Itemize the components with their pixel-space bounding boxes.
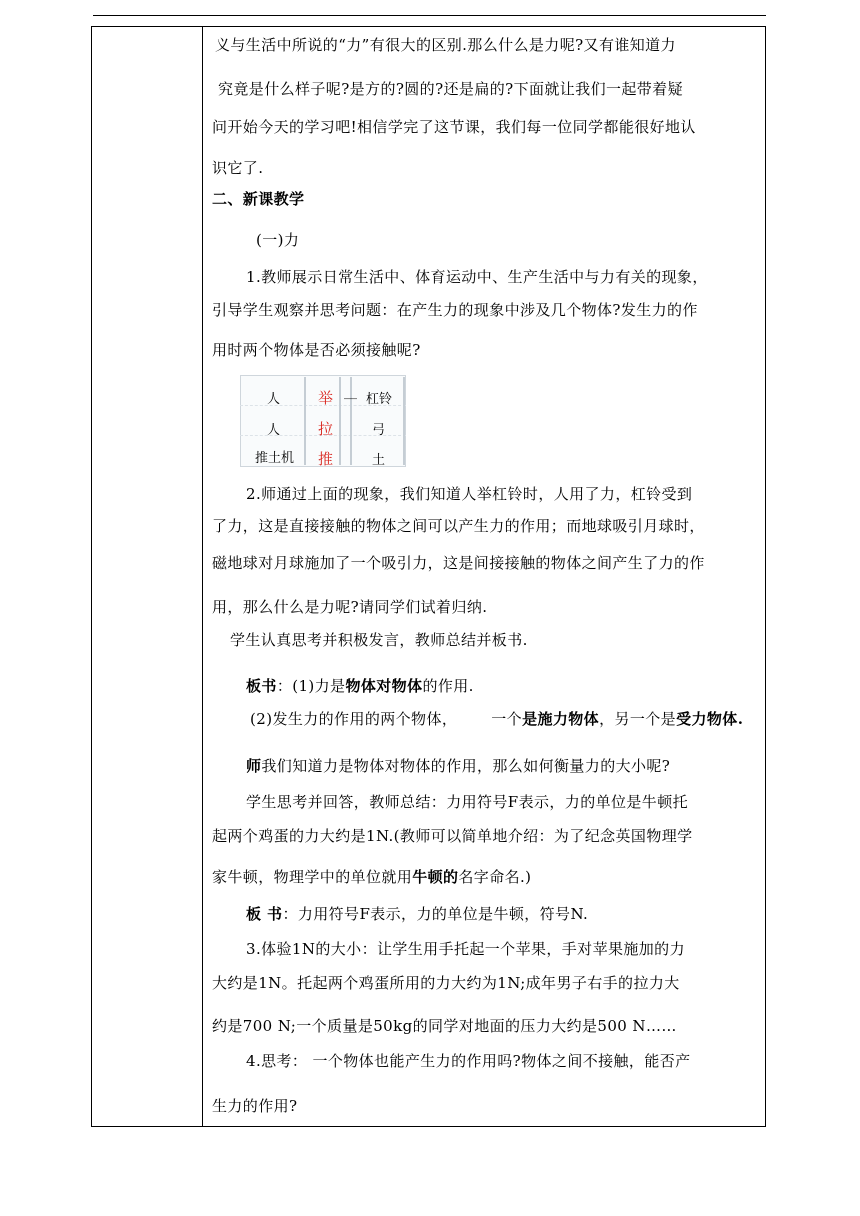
text-line: 学生思考并回答，教师总结：力用符号F表示，力的单位是牛顿托 <box>246 793 689 811</box>
note-text: 我们知道力是物体对物体的作用，那么如何衡量力的大小呢? <box>261 757 671 775</box>
teacher-label: 师 <box>246 757 262 775</box>
note-text: ：(1)力是 <box>276 677 346 695</box>
blackboard-label: 板 书 <box>246 905 283 923</box>
text-line: 了力，这是直接接触的物体之间可以产生力的作用；而地球吸引月球时， <box>212 517 705 535</box>
text-line: 生力的作用? <box>212 1097 298 1115</box>
note-text: ：力用符号F表示，力的单位是牛顿，符号N. <box>282 905 589 923</box>
text-line: 约是700 N;一个质量是50kg的同学对地面的压力大约是500 N…… <box>212 1017 677 1035</box>
figure-verb: 拉 <box>318 420 334 438</box>
text-line: 2.师通过上面的现象，我们知道人举杠铃时，人用了力，杠铃受到 <box>246 485 693 503</box>
text-line-mixed <box>212 867 531 887</box>
figure-label: 人 <box>267 423 281 438</box>
figure-blank: __ <box>344 385 357 400</box>
figure-label: 杠铃 <box>366 392 393 407</box>
blackboard-note-3 <box>246 904 588 924</box>
force-examples-figure <box>240 375 406 467</box>
text-line: 磁地球对月球施加了一个吸引力，这是间接接触的物体之间产生了力的作 <box>212 554 705 572</box>
figure-label: 推土机 <box>255 451 295 466</box>
figure-verb: 举 <box>318 389 334 407</box>
teacher-line <box>246 756 670 776</box>
figure-verb: 推 <box>318 450 334 468</box>
text-line: 用时两个物体是否必须接触呢? <box>212 341 421 359</box>
note-text: 一个 <box>491 710 523 728</box>
text-line: 3.体验1N的大小：让学生用手托起一个苹果，手对苹果施加的力 <box>246 940 685 958</box>
note-text: 家牛顿，物理学中的单位就用 <box>212 868 413 886</box>
column-divider <box>202 26 203 1127</box>
note-text: ，另一个是 <box>599 710 677 728</box>
figure-label: 弓 <box>372 423 386 438</box>
section-title: 二、新课教学 <box>212 190 305 208</box>
note-text: (2)发生力的作用的两个物体， <box>250 710 458 728</box>
note-emphasis: 受力物体. <box>676 710 744 728</box>
header-rule <box>93 15 766 16</box>
blackboard-label: 板书 <box>246 677 277 695</box>
text-line: 问开始今天的学习吧!相信学完了这节课，我们每一位同学都能很好地认 <box>212 118 696 136</box>
note-emphasis: 牛顿的 <box>412 868 459 886</box>
text-line: 4.思考： 一个物体也能产生力的作用吗?物体之间不接触，能否产 <box>246 1052 691 1070</box>
text-line: 学生认真思考并积极发言，教师总结并板书. <box>230 631 528 649</box>
blackboard-note-2 <box>250 709 743 729</box>
figure-label: 人 <box>267 392 281 407</box>
text-line: 1.教师展示日常生活中、体育运动中、生产生活中与力有关的现象， <box>246 268 708 286</box>
blackboard-note-1 <box>246 676 474 696</box>
note-text: 的作用. <box>422 677 474 695</box>
text-line: 起两个鸡蛋的力大约是1N.(教师可以简单地介绍：为了纪念英国物理学 <box>212 827 693 845</box>
note-emphasis: 物体对物体 <box>345 677 423 695</box>
text-line: 识它了. <box>212 159 264 177</box>
text-line: 用，那么什么是力呢?请同学们试着归纳. <box>212 598 488 616</box>
figure-label: 土 <box>372 453 386 468</box>
subsection-title: (一)力 <box>256 231 300 249</box>
table-frame <box>91 26 766 1127</box>
text-line: 究竟是什么样子呢?是方的?圆的?还是扁的?下面就让我们一起带着疑 <box>218 80 683 98</box>
note-emphasis: 是施力物体 <box>522 710 600 728</box>
text-line: 引导学生观察并思考问题：在产生力的现象中涉及几个物体?发生力的作 <box>212 301 698 319</box>
text-line: 大约是1N。托起两个鸡蛋所用的力大约为1N;成年男子右手的拉力大 <box>212 974 680 992</box>
note-text: 名字命名.) <box>458 868 532 886</box>
text-line: 义与生活中所说的“力”有很大的区别.那么什么是力呢?又有谁知道力 <box>215 36 676 54</box>
